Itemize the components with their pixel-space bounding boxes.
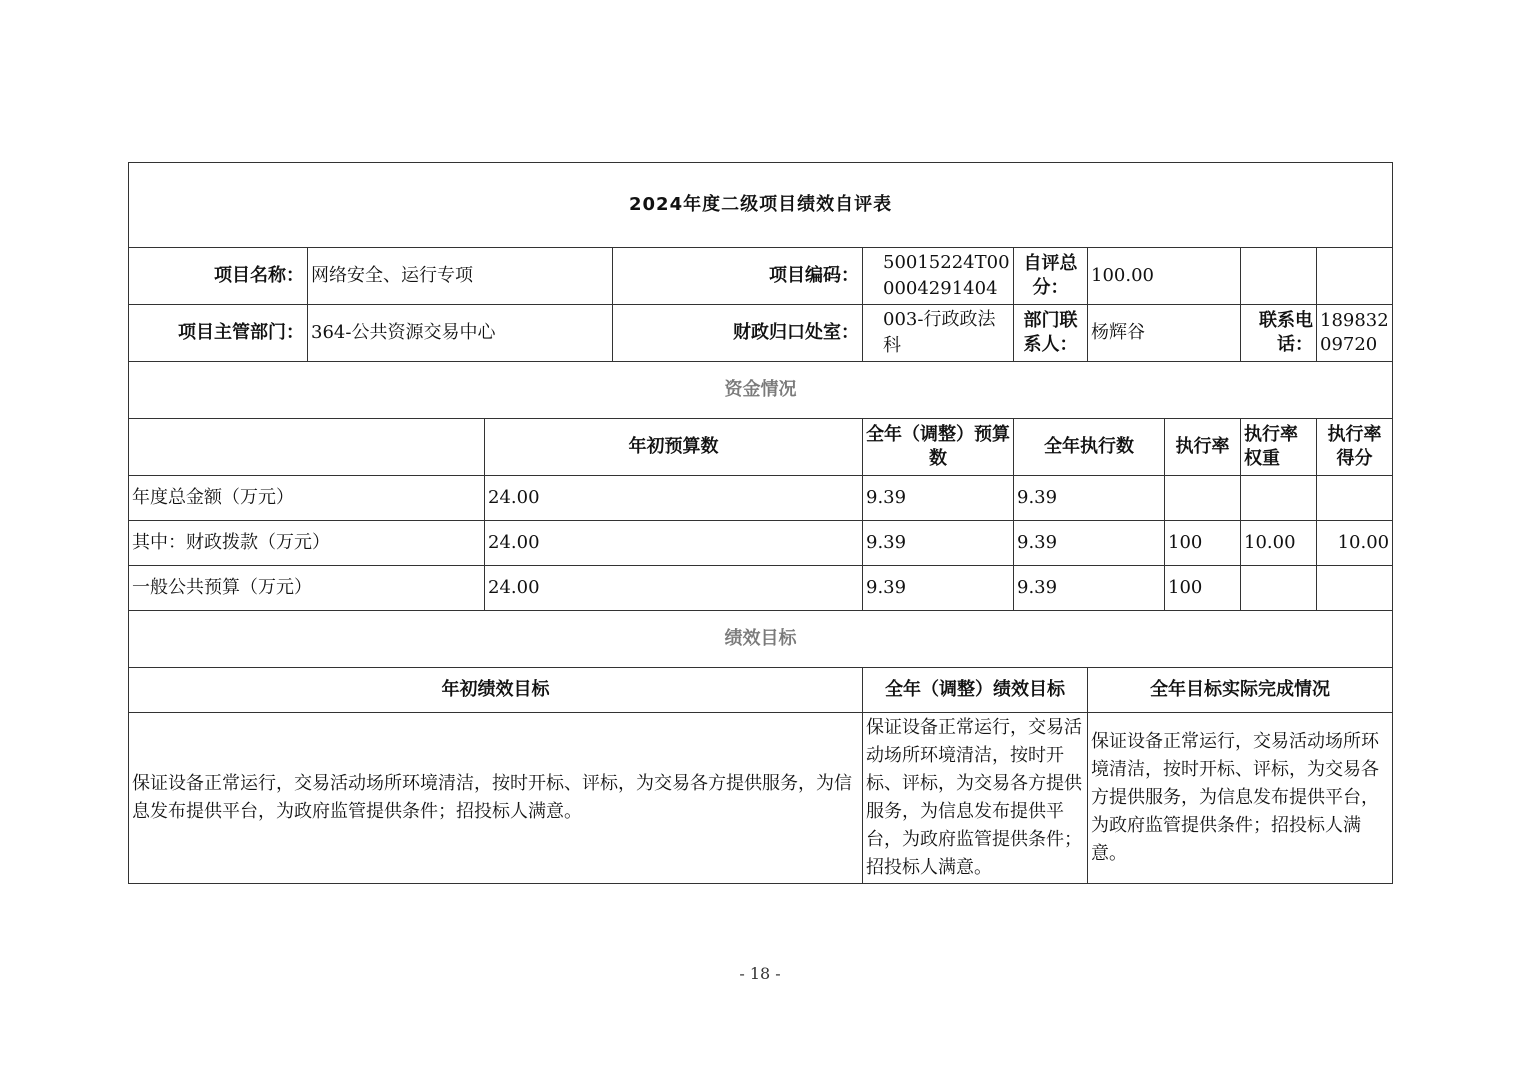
- funds-row-score: [1317, 566, 1393, 611]
- funds-row-label: 一般公共预算（万元）: [129, 566, 485, 611]
- goals-header-initial: 年初绩效目标: [129, 668, 863, 713]
- funds-row-rate: 100: [1165, 521, 1241, 566]
- phone: 18983209720: [1317, 305, 1393, 362]
- self-score: 100.00: [1088, 248, 1241, 305]
- funds-row-score: 10.00: [1317, 521, 1393, 566]
- funds-header-adjusted: 全年（调整）预算数: [863, 419, 1014, 476]
- empty-cell: [1241, 248, 1317, 305]
- funds-header-rate: 执行率: [1165, 419, 1241, 476]
- funds-row-label: 其中：财政拨款（万元）: [129, 521, 485, 566]
- funds-row-executed: 9.39: [1014, 566, 1165, 611]
- funds-section-title: 资金情况: [129, 362, 1393, 419]
- funds-row-rate: [1165, 476, 1241, 521]
- finance-office: 003-行政政法科: [863, 305, 1014, 362]
- funds-row-weight: 10.00: [1241, 521, 1317, 566]
- goals-header-actual: 全年目标实际完成情况: [1088, 668, 1393, 713]
- funds-header-score: 执行率得分: [1317, 419, 1393, 476]
- contact-label: 部门联系人：: [1014, 305, 1088, 362]
- project-name: 网络安全、运行专项: [308, 248, 613, 305]
- funds-row-weight: [1241, 566, 1317, 611]
- funds-header-executed: 全年执行数: [1014, 419, 1165, 476]
- funds-row-weight: [1241, 476, 1317, 521]
- funds-header-weight: 执行率权重: [1241, 419, 1317, 476]
- self-score-label: 自评总分：: [1014, 248, 1088, 305]
- funds-row-adjusted: 9.39: [863, 476, 1014, 521]
- funds-row-initial: 24.00: [485, 476, 863, 521]
- funds-row-initial: 24.00: [485, 521, 863, 566]
- project-name-label: 项目名称：: [129, 248, 308, 305]
- empty-cell: [1317, 248, 1393, 305]
- goals-adjusted: 保证设备正常运行，交易活动场所环境清洁，按时开标、评标，为交易各方提供服务，为信息发布提供平台，为政府监管提供条件；招投标人满意。: [863, 713, 1088, 884]
- funds-header-initial: 年初预算数: [485, 419, 863, 476]
- goals-section-title: 绩效目标: [129, 611, 1393, 668]
- funds-row-label: 年度总金额（万元）: [129, 476, 485, 521]
- funds-row-rate: 100: [1165, 566, 1241, 611]
- performance-table: [128, 162, 1393, 884]
- funds-row-adjusted: 9.39: [863, 521, 1014, 566]
- funds-row-initial: 24.00: [485, 566, 863, 611]
- page-number: - 18 -: [739, 964, 781, 983]
- funds-row-executed: 9.39: [1014, 476, 1165, 521]
- page-title: 2024年度二级项目绩效自评表: [129, 163, 1393, 248]
- goals-header-adjusted: 全年（调整）绩效目标: [863, 668, 1088, 713]
- project-code-label: 项目编码：: [613, 248, 863, 305]
- dept-label: 项目主管部门：: [129, 305, 308, 362]
- finance-office-label: 财政归口处室：: [613, 305, 863, 362]
- funds-row-adjusted: 9.39: [863, 566, 1014, 611]
- funds-header-blank: [129, 419, 485, 476]
- project-code: 50015224T000004291404: [863, 248, 1014, 305]
- funds-row-executed: 9.39: [1014, 521, 1165, 566]
- dept: 364-公共资源交易中心: [308, 305, 613, 362]
- goals-actual: 保证设备正常运行，交易活动场所环境清洁，按时开标、评标，为交易各方提供服务，为信息发布提供平台，为政府监管提供条件；招投标人满意。: [1088, 713, 1393, 884]
- goals-initial: 保证设备正常运行，交易活动场所环境清洁，按时开标、评标，为交易各方提供服务，为信息发布提供平台，为政府监管提供条件；招投标人满意。: [129, 713, 863, 884]
- contact: 杨辉谷: [1088, 305, 1241, 362]
- phone-label: 联系电话：: [1241, 305, 1317, 362]
- funds-row-score: [1317, 476, 1393, 521]
